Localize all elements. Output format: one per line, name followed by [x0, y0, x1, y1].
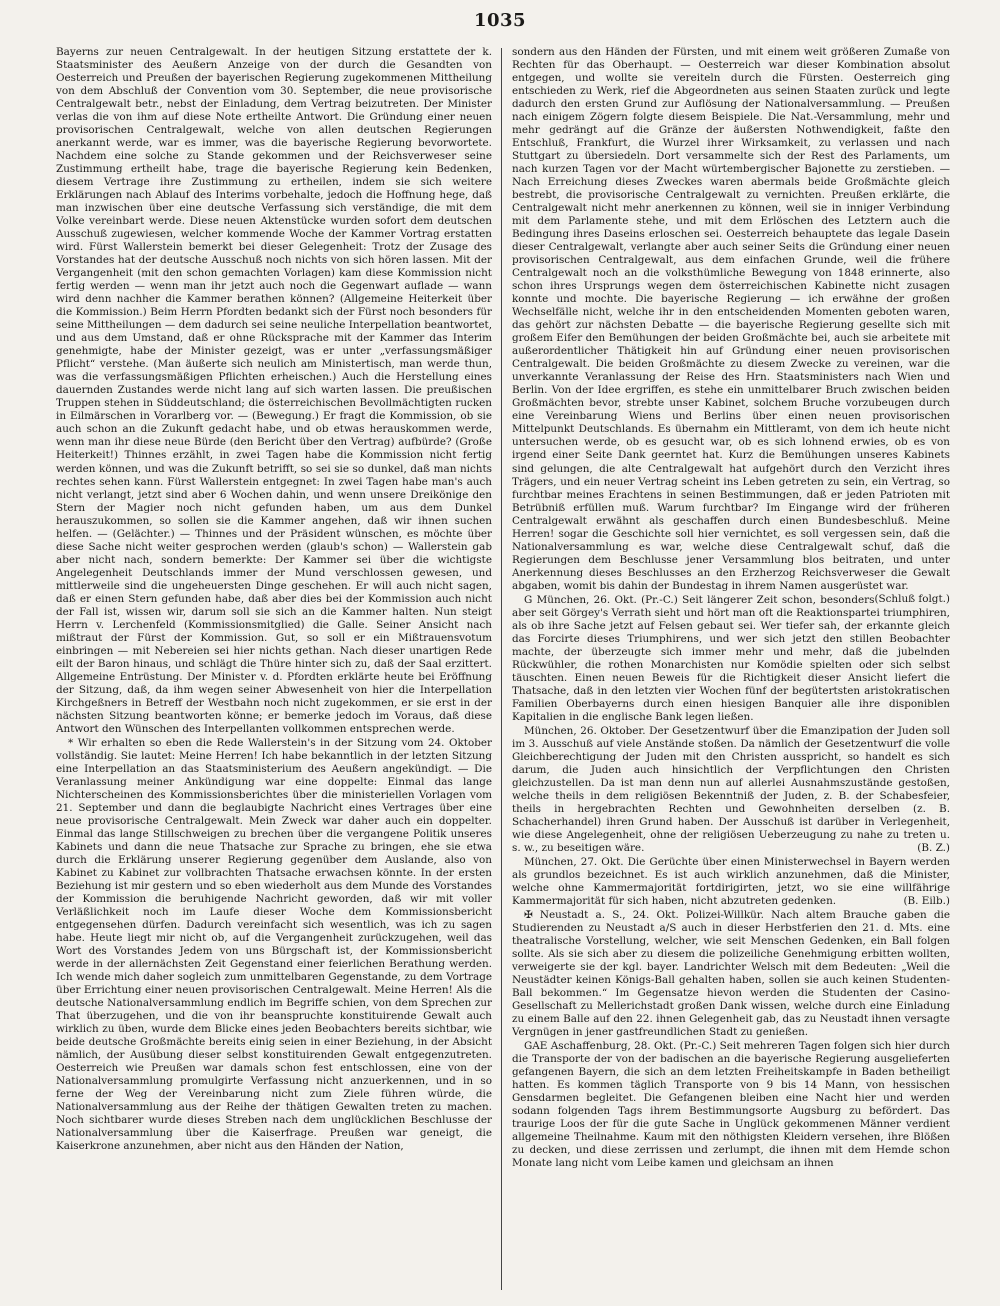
article-text: München, 26. Oktober. Der Gesetzentwurf über die Emanzipation der Juden soll im 3. Ausschuß auf viele Anstände stoßen. Da nämlich der Gesetzentwurf die volle Gleichberechtigung der Juden mit den Christen ausspricht, so handelt es sich darum, die Juden auch hinsichtlich der Verpflichtungen den Christen gleichzustellen. Da ist man denn nun auf allerlei Ausnahmszustände gestoßen, welche theils in dem religiösen Bekenntniß der Juden, z. B. der Schabesfeier, theils in hergebrachten Rechten und Gewohnheiten derselben (z. B. Schacherhandel) ihren Grund haben. Der Ausschuß ist darüber in Verlegenheit, wie diese Angelegenheit, ohne der religiösen Ueberzeugung zu nahe zu treten u. s. w., zu beseitigen wäre. [512, 724, 950, 854]
article-text: sondern aus den Händen der Fürsten, und mit einem weit größeren Zumaße von Rechten für das Oberhaupt. — Oesterreich war dieser Kombination absolut entgegen, und wollte sie vereiteln durch die Fürsten. Oesterreich ging entschieden zu Werk, rief die Abgeordneten aus seinen Staaten zurück und legte dadurch den ersten Grund zur Auflösung der Nationalversammlung. — Preußen nach einigem Zögern folgte diesem Beispiele. Die Nat.-Versammlung, mehr und mehr gedrängt auf die Gränze der äußersten Nothwendigkeit, faßte den Entschluß, Frankfurt, die Wurzel ihrer Wirksamkeit, zu verlassen und nach Stuttgart zu übersiedeln. Dort versammelte sich der Rest des Parlaments, um nach kurzen Tagen vor der Macht würtembergischer Bajonette zu zerstieben. — Nach Erreichung dieses Zweckes waren abermals beide Großmächte gleich bestrebt, die provisorische Centralgewalt zu vernichten. Preußen erklärte, die Centralgewalt nicht mehr anerkennen zu können, weil sie in inniger Verbindung mit dem Parlamente stehe, und mit dem Erlöschen des Letztern auch die Bedingung ihres Daseins erloschen sei. Oesterreich behauptete das legale Dasein dieser Centralgewalt, verlangte aber auch seiner Seits die Gründung einer neuen provisorischen Centralgewalt, aus dem einfachen Grunde, weil die frühere Centralgewalt noch an die volksthümliche Bewegung von 1848 erinnerte, also schon ihres Ursprungs wegen dem österreichischen Kabinette nicht zusagen konnte und mochte. Die bayerische Regierung — ich erwähne der großen Wechselfälle nicht, welche ihr in den entscheidenden Momenten geboten waren, das gehört zur nächsten Debatte — die bayerische Regierung gesellte sich mit großem Eifer den Bemühungen der beiden Großmächte bei, auch sie arbeitete mit außerordentlicher Thätigkeit hin auf Gründung einer neuen provisorischen Centralgewalt. Die beiden Großmächte zu diesem Zwecke zu vereinen, war die unverkannte Veranlassung der Reise des Hrn. Staatsministers nach Wien und Berlin. Von der Idee ergriffen, es stehe ein unmittelbarer Bruch zwischen beiden Großmächten bevor, strebte unser Kabinet, solchem Bruche vorzubeugen durch eine Vereinbarung Wiens und Berlins über einen neuen provisorischen Mittelpunkt Deutschlands. Es übernahm ein Mittleramt, von dem ich heute nicht untersuchen werde, ob es gesucht war, ob es sich lohnend erwies, ob es von irgend einer Seite Dank geerntet hat. Kurz die Bemühungen unseres Kabinets sind gelungen, die alte Centralgewalt hat aufgehört durch den Verzicht ihres Trägers, und ein neuer Vertrag scheint ins Leben getreten zu sein, ein Vertrag, so furchtbar meines Erachtens in seinen Bestimmungen, daß er jeden Patrioten mit Betrübniß erfüllen muß. Warum furchtbar? Im Eingange wird der früheren Centralgewalt erwähnt als geschaffen durch einen Bundesbeschluß. Meine Herren! sogar die Geschichte soll hier vernichtet, es soll vergessen sein, daß die Nationalversammlung es war, welche diese Centralgewalt schuf, daß die Regierungen dem Beschlusse jener Versammlung blos beitraten, und unter Anerkennung dieses Beschlusses an den Erzherzog Reichsverweser die Gewalt abgaben, womit bis dahin der Bundestag in ihrem Namen ausgerüstet war. [512, 46, 950, 592]
article-paragraph: GAE Aschaffenburg, 28. Okt. (Pr.-C.) Seit mehreren Tagen folgen sich hier durch die Transporte der von der badischen an die bayerische Regierung ausgelieferten gefangenen Bayern, die sich an dem letzten Freiheitskampfe in Baden betheiligt hatten. Es kommen täglich Transporte von 9 bis 14 Mann, von hessischen Gensdarmen begleitet. Die Gefangenen bleiben eine Nacht hier und werden sodann folgenden Tags ihrem Bestimmungsorte Augsburg zu befördert. Das traurige Loos der für die gute Sache in Unglück gekommenen Männer verdient allgemeine Theilnahme. Kaum mit den nöthigsten Kleidern versehen, ihre Blößen zu decken, und diese zerrissen und zerlumpt, die ihnen mit dem Hemde schon Monate lang nicht vom Leibe kamen und gleichsam an ihnen [512, 1040, 950, 1170]
article-paragraph: Bayerns zur neuen Centralgewalt. In der heutigen Sitzung erstattete der k. Staatsminister des Aeußern Anzeige von der durch die Gesandten von Oesterreich und Preußen der bayerischen Regierung zugekommenen Mittheilung von dem Abschluß der Convention vom 30. September, die neue provisorische Centralgewalt betr., nebst der Einladung, dem Vertrag beizutreten. Der Minister verlas die von ihm auf diese Note ertheilte Antwort. Die Gründung einer neuen provisorischen Centralgewalt, welche von allen deutschen Regierungen anerkannt werde, war es immer, was die bayerische Regierung bevorwortete. Nachdem eine solche zu Stande gekommen und der Reichsverweser seine Zustimmung ertheilt habe, trage die bayerische Regierung kein Bedenken, diesem Vertrage ihre Zustimmung zu ertheilen, indem sie sich weitere Erklärungen nach Ablauf des Interims vorbehalte, jedoch die Hoffnung hege, daß man inzwischen über eine deutsche Verfassung sich verständige, die mit dem Volke vereinbart werde. Diese neuen Aktenstücke wurden sofort dem deutschen Ausschuß zugewiesen, welcher kommende Woche der Kammer Vortrag erstatten wird. Fürst Wallerstein bemerkt bei dieser Gelegenheit: Trotz der Zusage des Vorstandes hat der deutsche Ausschuß noch nichts von sich hören lassen. Mit der Vergangenheit (mit den schon gemachten Vorlagen) kam diese Kommission nicht fertig werden — wenn man ihr jetzt auch noch die Gegenwart auflade — wann wird denn nachher die Kammer berathen können? (Allgemeine Heiterkeit über die Kommission.) Beim Herrn Pfordten bedankt sich der Fürst noch besonders für seine Mittheilungen — dem dadurch sei seine neuliche Interpellation beantwortet, und aus dem Umstand, daß er ohne Rücksprache mit der Kammer das Interim genehmigte, habe der Minister gezeigt, was er unter „verfassungsmäßiger Pflicht“ verstehe. (Man äußerte sich neulich am Ministertisch, man werde thun, was die verfassungsmäßigen Pflichten erheischen.) Auch die Herstellung eines dauernden Zustandes werde nicht lang auf sich warten lassen. Die preußischen Truppen stehen in Süddeutschland; die österreichischen Bevollmächtigten rucken in Eilmärschen in Vorarlberg vor. — (Bewegung.) Er fragt die Kommission, ob sie auch schon an die Zukunft gedacht habe, und ob etwas herauskommen werde, wenn man ihr diese neue Bürde (den Bericht über den Vertrag) aufbürde? (Große Heiterkeit!) Thinnes erzählt, in zwei Tagen habe die Kommission nicht fertig werden können, und was die Zukunft betrifft, so sei sie so dunkel, daß man nichts rechtes sehen kann. Fürst Wallerstein entgegnet: In zwei Tagen habe man's auch nicht verlangt, jetzt sind aber 6 Wochen dahin, und wenn unsere Dreikönige den Stern der Magier noch nicht gefunden haben, um aus dem Dunkel herauszukommen, so sollen sie die Kammer angehen, daß wir ihnen suchen helfen. — (Gelächter.) — Thinnes und der Präsident wünschen, es möchte über diese Sache nicht weiter gesprochen werden (glaub's schon) — Wallerstein gab aber nicht nach, sondern bemerkte: Der Kammer sei über die wichtigste Angelegenheit Deutschlands immer der Mund verschlossen gewesen, und mittlerweile sind die ungeheuersten Dinge geschehen. Er will auch nicht sagen, daß er einen Stern gefunden habe, daß aber dies bei der Kommission auch nicht der Fall ist, wissen wir, darum soll sie sich an die Kammer halten. Nun steigt Herrn v. Lerchenfeld (Kommissionsmitglied) die Galle. Seiner Ansicht nach mißtraut der Fürst der Kommission. Gut, so soll er ein Mißtrauensvotum einbringen — mit Nebereien sei hier nichts gethan. Nach dieser unartigen Rede eilt der Baron hinaus, und schlägt die Thüre hinter sich zu, daß der Saal erzittert. Allgemeine Entrüstung. Der Minister v. d. Pfordten erklärte heute bei Eröffnung der Sitzung, daß, da ihm wegen seiner Abwesenheit von hier die Interpellation Kirchgeßners in Betreff der Westbahn noch nicht zugekommen, er sie erst in der nächsten Sitzung beantworten könne; er bemerke jedoch im Voraus, daß diese Antwort den Wünschen des Interpellanten vollkommen entsprechen werde. [56, 46, 492, 735]
article-signature: (B. Eilb.) [903, 895, 950, 908]
article-paragraph: * Wir erhalten so eben die Rede Wallerstein's in der Sitzung vom 24. Oktober vollständig. Sie lautet: Meine Herren! Ich habe bekanntlich in der letzten Sitzung eine Interpellation an das Staatsministerium des Aeußern angekündigt. — Die Veranlassung meiner Ankündigung war eine doppelte: Einmal das lange Nichterscheinen des Kommissionsberichtes über die ministeriellen Vorlagen vom 21. September und dann die beglaubigte Nachricht eines Vertrages über eine neue provisorische Centralgewalt. Mein Zweck war daher auch ein doppelter. Einmal das lange Stillschweigen zu brechen über die vergangene Politik unseres Kabinets und dann die neue Thatsache zur Sprache zu bringen, ehe sie etwa durch die Erklärung unserer Regierung gegenüber dem Auslande, also von Kabinet zu Kabinet zur vollbrachten Thatsache erwachsen könnte. In der ersten Beziehung ist mir gestern und so eben wiederholt aus dem Munde des Vorstandes der Kommission die beruhigende Nachricht geworden, daß wir mit voller Verläßlichkeit noch im Laufe dieser Woche dem Kommissionsbericht entgegensehen dürfen. Dadurch vereinfacht sich wesentlich, was ich zu sagen habe. Heute liegt mir nicht ob, auf die Vergangenheit zurückzugehen, weil das Wort des Vorstandes Jedem von uns Bürgschaft ist, der Kommissionsbericht werde in der allernächsten Zeit Gegenstand einer feierlichen Berathung werden. Ich wende mich daher sogleich zum unmittelbaren Gegenstande, zu dem Vortrage über Errichtung einer neuen provisorischen Centralgewalt. Meine Herren! Als die deutsche Nationalversammlung endlich im Begriffe schien, von dem Sprechen zur That überzugehen, und die von ihr beanspruchte konstituirende Gewalt auch wirklich zu üben, wurde dem Blicke eines jeden Beobachters bereits sichtbar, wie beide deutsche Großmächte bereits einig seien in einer Beziehung, in der Absicht nämlich, der Ausübung dieser selbst konstituirenden Gewalt entgegenzutreten. Oesterreich wie Preußen war damals schon fest entschlossen, eine von der Nationalversammlung promulgirte Verfassung nicht anzuerkennen, und in so ferne der Weg der Vereinbarung nicht zum Ziele führen würde, die Nationalversammlung aus der Reihe der thätigen Gewalten treten zu machen. Noch sichtbarer wurde dieses Streben nach dem unglücklichen Beschlusse der Nationalversammlung über die Kaiserfrage. Preußen war geneigt, die Kaiserkrone anzunehmen, aber nicht aus den Händen der Nation, [56, 736, 492, 1153]
article-paragraph: ✠ Neustadt a. S., 24. Okt. Polizei-Willkür. Nach altem Brauche gaben die Studierenden zu Neustadt a/S auch in dieser Herbstferien den 21. d. Mts. eine theatralische Vorstellung, welcher, wie seit Menschen Gedenken, ein Ball folgen sollte. Als sie sich aber zu diesem die polizeiliche Genehmigung erbitten wollten, verweigerte sie der kgl. bayer. Landrichter Welsch mit dem Bedeuten: „Weil die Neustädter keinen Königs-Ball gehalten haben, sollen sie auch keinen Studenten-Ball bekommen.“ Im Gegensatze hievon werden die Studenten der Casino-Gesellschaft zu Mellerichstadt großen Dank wissen, welche durch eine Einladung zu einem Balle auf den 22. ihnen Gelegenheit gab, das zu Neustadt ihnen versagte Vergnügen in jener gastfreundlichen Stadt zu genießen. [512, 909, 950, 1039]
article-paragraph [512, 725, 950, 855]
article-signature: (Schluß folgt.) [874, 592, 950, 605]
article-paragraph [512, 856, 950, 908]
article-text: München, 27. Okt. Die Gerüchte über einen Ministerwechsel in Bayern werden als grundlos bezeichnet. Es ist auch wirklich anzunehmen, daß die Minister, welche ohne Kammermajorität fortdirigirten, jetzt, wo sie eine willfährige Kammermajorität für sich haben, nicht abzutreten gedenken. [512, 855, 950, 908]
right-column [512, 46, 950, 1294]
column-divider [501, 48, 502, 1290]
left-column [56, 46, 492, 1294]
article-paragraph: G München, 26. Okt. (Pr.-C.) Seit längerer Zeit schon, besonders aber seit Görgey's Verrath sieht und hört man oft die Reaktionspartei triumphiren, als ob ihre Sache jetzt auf Felsen gebaut sei. Wer tiefer sah, der erkannte gleich das Forcirte dieses Triumphirens, und wer sich jetzt den stillen Beobachter machte, der überzeugte sich immer mehr und mehr, daß die jubelnden Rückwühler, die rothen Monarchisten nur Komödie spielten oder sich selbst täuschten. Einen neuen Beweis für die Richtigkeit dieser Ansicht liefert die Thatsache, daß in den letzten vier Wochen fünf der begütertsten aristokratischen Familien Oberbayerns durch einen hiesigen Banquier alle ihre disponiblen Kapitalien in die englische Bank legen ließen. [512, 593, 950, 723]
article-signature: (B. Z.) [917, 841, 950, 854]
page-number: 1035 [473, 10, 527, 31]
article-paragraph [512, 46, 950, 605]
